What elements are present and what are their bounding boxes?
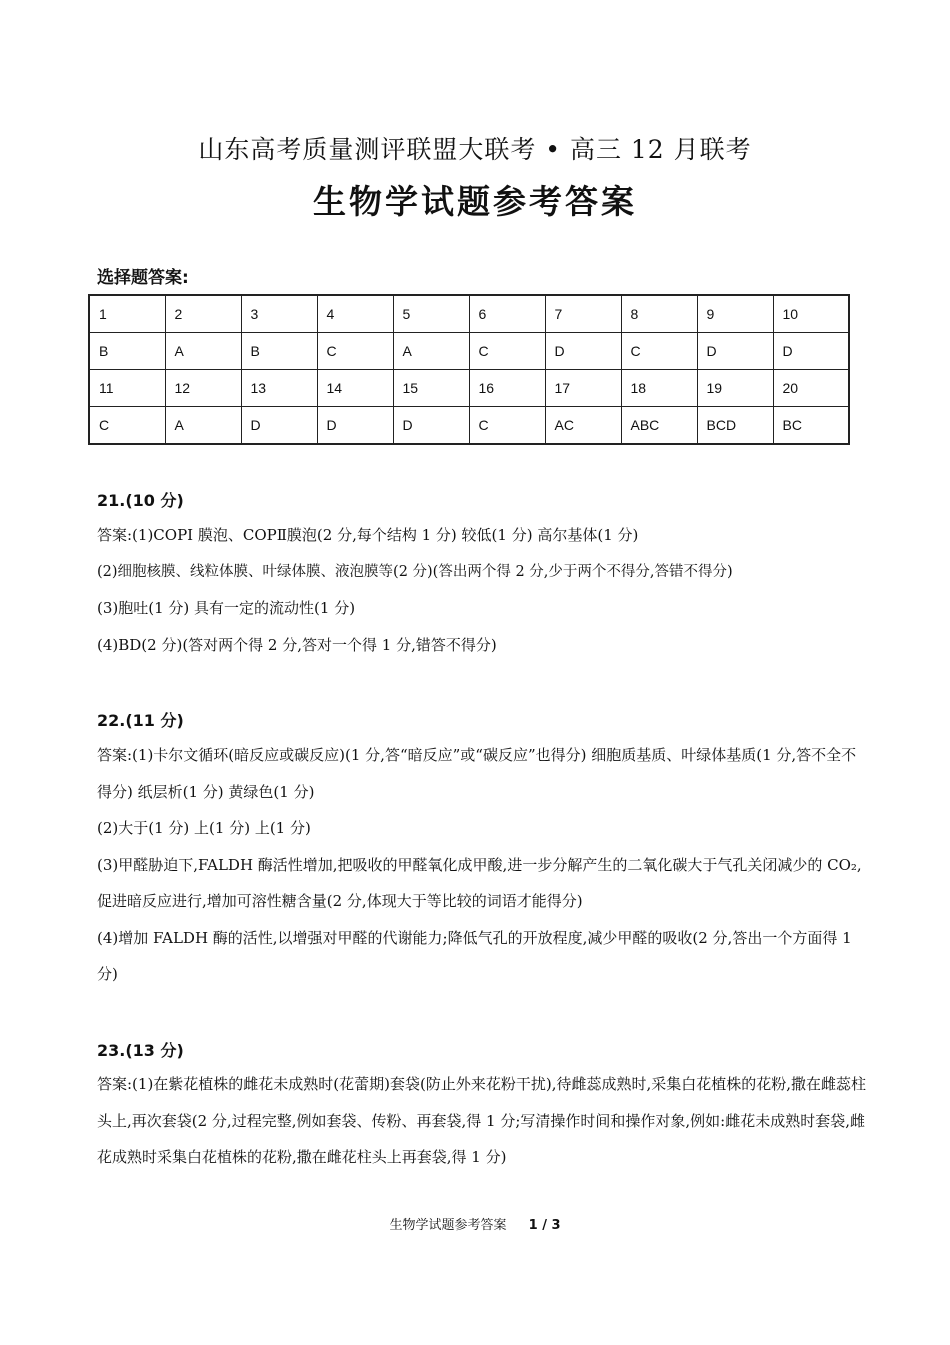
answer-line: (4)增加 FALDH 酶的活性,以增强对甲醛的代谢能力;降低气孔的开放程度,减少甲醛的吸收(2 分,答出一个方面得 1 分) [97,928,852,983]
question-21-answers [97,517,867,663]
question-22-answers [97,737,867,993]
question-number-cell: 8 [621,295,697,333]
answer-cell: D [317,407,393,445]
answer-line: (3)胞吐(1 分) 具有一定的流动性(1 分) [97,599,356,617]
answer-cell: BCD [697,407,773,445]
answer-cell: A [165,333,241,370]
table-row [89,370,849,407]
answer-cell: ABC [621,407,697,445]
answer-cell: D [773,333,849,370]
question-number-cell: 12 [165,370,241,407]
question-number-cell: 13 [241,370,317,407]
answer-line: (4)BD(2 分)(答对两个得 2 分,答对一个得 1 分,错答不得分) [97,635,497,654]
question-22-section [97,708,867,731]
question-number-cell: 14 [317,370,393,407]
answer-cell: B [241,333,317,370]
question-21-section [97,488,867,511]
answer-cell: BC [773,407,849,445]
answer-cell: C [621,333,697,370]
answer-cell: C [317,333,393,370]
question-number-cell: 10 [773,295,849,333]
answer-cell: D [241,407,317,445]
question-number-cell: 9 [697,295,773,333]
question-number-cell: 4 [317,295,393,333]
answer-cell: AC [545,407,621,445]
question-23-answers [97,1066,867,1176]
answer-line: (2)细胞核膜、线粒体膜、叶绿体膜、液泡膜等(2 分)(答出两个得 2 分,少于两个不得分,答错不得分) [97,563,733,580]
answer-cell: D [545,333,621,370]
answer-cell: C [469,333,545,370]
question-number-cell: 2 [165,295,241,333]
page-number: 1 / 3 [528,1218,561,1233]
question-number-cell: 18 [621,370,697,407]
answer-line: 答案:(1)COPI 膜泡、COPⅡ膜泡(2 分,每个结构 1 分) 较低(1 分) 高尔基体(1 分) [97,526,639,544]
multiple-choice-heading: 选择题答案: [97,268,189,288]
answer-cell: A [393,333,469,370]
footer-doc-name: 生物学试题参考答案 [389,1218,507,1233]
answer-cell: C [469,407,545,445]
answer-line: 答案:(1)在紫花植株的雌花未成熟时(花蕾期)套袋(防止外来花粉干扰),待雌蕊成熟时,采集白花植株的花粉,撒在雌蕊柱头上,再次套袋(2 分,过程完整,例如套袋、传粉、再套袋,得 1 分;写清操作时间和操作对象,例如:雌花未成熟时套袋,雌花成熟时采集白花植株的花粉,撒在雌花柱头上再套袋,得 1 分) [97,1075,867,1166]
question-number-cell: 1 [89,295,165,333]
question-21-heading: 21.(10 分) [97,491,184,510]
table-row [89,295,849,333]
question-number-cell: 11 [89,370,165,407]
answer-line: (2)大于(1 分) 上(1 分) 上(1 分) [97,819,311,837]
question-number-cell: 6 [469,295,545,333]
answer-table [88,294,850,445]
question-number-cell: 19 [697,370,773,407]
page-footer [0,1214,950,1233]
answer-cell: B [89,333,165,370]
question-22-heading: 22.(11 分) [97,711,184,730]
question-number-cell: 7 [545,295,621,333]
answer-line: 答案:(1)卡尔文循环(暗反应或碳反应)(1 分,答“暗反应”或“碳反应”也得分) 细胞质基质、叶绿体基质(1 分,答不全不得分) 纸层析(1 分) 黄绿色(1 分) [97,746,857,801]
answer-cell: A [165,407,241,445]
table-row [89,407,849,445]
question-23-section [97,1038,867,1061]
question-number-cell: 17 [545,370,621,407]
question-23-heading: 23.(13 分) [97,1041,184,1060]
answer-cell: D [697,333,773,370]
question-number-cell: 20 [773,370,849,407]
document-title: 生物学试题参考答案 [313,182,637,221]
exam-title: 山东高考质量测评联盟大联考 • 高三 12 月联考 [198,135,752,164]
answer-cell: D [393,407,469,445]
answer-line: (3)甲醛胁迫下,FALDH 酶活性增加,把吸收的甲醛氧化成甲酸,进一步分解产生的二氧化碳大于气孔关闭减少的 CO₂,促进暗反应进行,增加可溶性糖含量(2 分,体现大于等比较的词语才能得分) [97,855,862,910]
question-number-cell: 16 [469,370,545,407]
answer-cell: C [89,407,165,445]
question-number-cell: 15 [393,370,469,407]
table-row [89,333,849,370]
question-number-cell: 3 [241,295,317,333]
question-number-cell: 5 [393,295,469,333]
